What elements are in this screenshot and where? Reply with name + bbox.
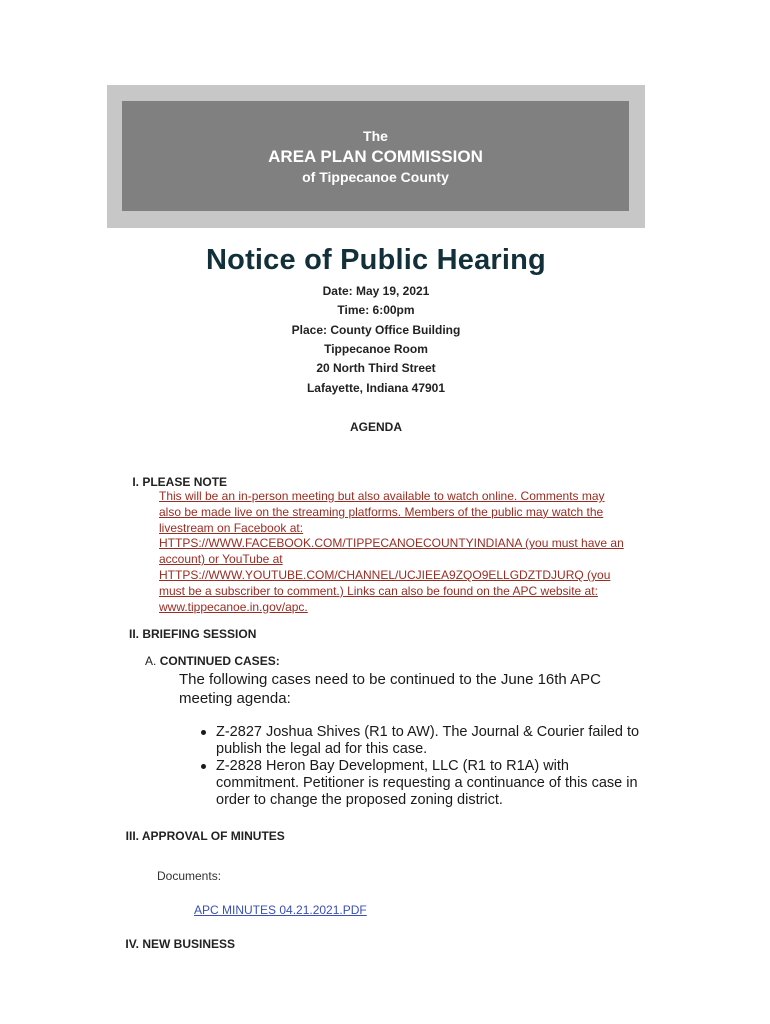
note-line[interactable]: must be a subscriber to comment.) Links can also be found on the APC website at: <box>159 583 598 598</box>
meeting-street: 20 North Third Street <box>316 361 436 375</box>
continued-cases-intro: The following cases need to be continued to the June 16th APC meeting agenda: <box>179 671 601 707</box>
section-title: BRIEFING SESSION <box>142 627 257 641</box>
meeting-date: Date: May 19, 2021 <box>322 284 430 298</box>
section-number: I. <box>132 475 139 489</box>
section-heading <box>112 627 256 641</box>
apc-website-link[interactable]: www.tippecanoe.in.gov/apc. <box>159 599 308 614</box>
please-note-text[interactable] <box>159 489 649 615</box>
section-number: III. <box>125 829 139 843</box>
section-number: II. <box>128 627 139 641</box>
minutes-document-link[interactable]: APC MINUTES 04.21.2021.PDF <box>194 903 367 917</box>
case-text: Z-2827 Joshua Shives (R1 to AW). The Journal & Courier failed to publish the legal ad for this case. <box>216 724 640 757</box>
banner-subtitle: of Tippecanoe County <box>302 169 449 185</box>
subsection-heading <box>145 654 280 668</box>
list-item <box>201 758 646 809</box>
subsection-title: CONTINUED CASES: <box>159 654 280 668</box>
case-list <box>201 724 646 809</box>
meeting-city: Lafayette, Indiana 47901 <box>306 381 446 395</box>
facebook-link[interactable]: HTTPS://WWW.FACEBOOK.COM/TIPPECANOECOUNTYINDIANA (you must have an <box>159 536 624 551</box>
note-line[interactable]: This will be an in-person meeting but also available to watch online. Comments may <box>159 489 605 503</box>
note-line[interactable]: livestream on Facebook at: <box>159 520 304 535</box>
section-heading <box>112 937 235 951</box>
section-title: PLEASE NOTE <box>142 475 228 489</box>
header-banner-panel <box>122 101 629 211</box>
banner-title: AREA PLAN COMMISSION <box>268 147 483 166</box>
section-title: APPROVAL OF MINUTES <box>141 829 285 843</box>
section-title: NEW BUSINESS <box>142 937 236 951</box>
case-text: Z-2828 Heron Bay Development, LLC (R1 to R1A) with commitment. Petitioner is requesting a continuance of this case in order to change the proposed zoning district. <box>216 758 638 808</box>
bullet-icon <box>201 730 206 735</box>
section-heading <box>112 829 285 843</box>
note-line[interactable]: account) or YouTube at <box>159 552 283 567</box>
section-number: IV. <box>125 937 139 951</box>
page-title: Notice of Public Hearing <box>206 244 546 276</box>
note-line[interactable]: also be made live on the streaming platforms. Members of the public may watch the <box>159 504 604 519</box>
bullet-icon <box>201 764 206 769</box>
meeting-room: Tippecanoe Room <box>324 342 428 356</box>
documents-label: Documents: <box>157 869 222 883</box>
banner-the: The <box>363 128 388 144</box>
meeting-place: Place: County Office Building <box>291 323 461 337</box>
agenda-heading: AGENDA <box>349 420 402 434</box>
list-item <box>201 724 646 758</box>
youtube-link[interactable]: HTTPS://WWW.YOUTUBE.COM/CHANNEL/UCJIEEA9ZQO9ELLGDZTDJURQ (you <box>159 567 611 582</box>
meeting-time: Time: 6:00pm <box>337 303 415 317</box>
section-heading <box>112 475 227 489</box>
header-banner <box>107 85 645 228</box>
subsection-letter: A. <box>145 654 157 668</box>
